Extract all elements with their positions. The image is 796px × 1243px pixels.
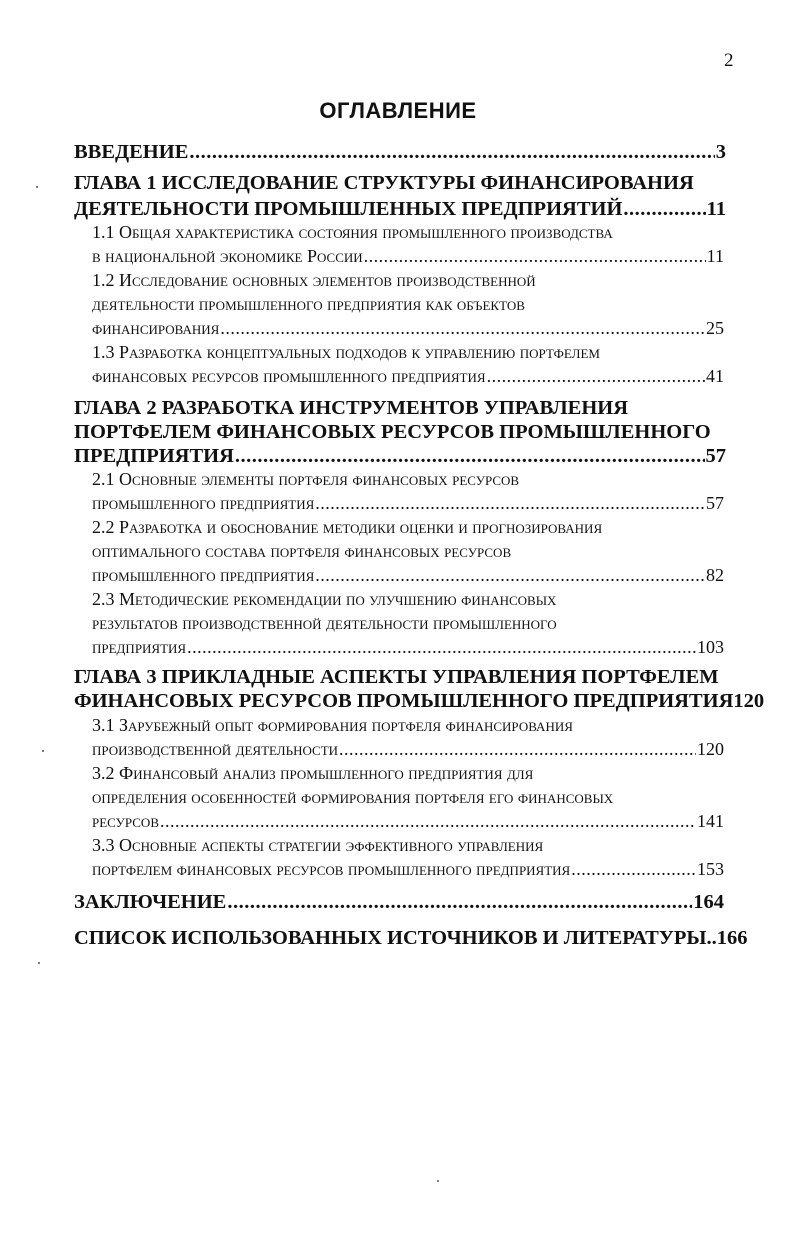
toc-entry-title: ПРЕДПРИЯТИЯ <box>74 445 234 467</box>
toc-conclusion[interactable] <box>74 889 724 915</box>
toc-chapter-1[interactable] <box>74 196 726 222</box>
toc-leader-dots <box>160 809 696 833</box>
toc-section-2-1[interactable] <box>92 491 724 515</box>
toc-entry-title: в национальной экономике России <box>92 246 363 266</box>
toc-leader-dots <box>189 139 714 165</box>
toc-section-3-3[interactable] <box>92 857 724 881</box>
toc-chapter-2-line[interactable]: ГЛАВА 2 РАЗРАБОТКА ИНСТРУМЕНТОВ УПРАВЛЕНИЯ <box>74 397 629 419</box>
toc-leader-dots <box>315 563 705 587</box>
toc-page-number: 120 <box>733 690 765 712</box>
toc-page-number: 153 <box>697 859 724 879</box>
toc-page-number: 11 <box>706 198 726 220</box>
toc-leader-dots <box>623 196 705 222</box>
toc-entry-title: промышленного предприятия <box>92 565 315 585</box>
toc-leader-dots <box>364 244 706 268</box>
toc-page-number: 57 <box>705 445 726 467</box>
toc-section-3-1-line[interactable]: 3.1 Зарубежный опыт формирования портфеля финансирования <box>92 715 573 735</box>
toc-leader-dots: .. <box>706 927 717 949</box>
toc-page-number: 57 <box>706 493 724 513</box>
toc-entry-title: предприятия <box>92 637 187 657</box>
toc-section-2-2-line[interactable]: 2.2 Разработка и обоснование методики оценки и прогнозирования <box>92 517 603 537</box>
toc-leader-dots <box>227 889 692 915</box>
scan-speck <box>38 962 40 964</box>
toc-leader-dots <box>339 737 696 761</box>
toc-leader-dots <box>235 443 705 469</box>
toc-references[interactable] <box>74 925 748 951</box>
toc-chapter-3-line[interactable]: ГЛАВА 3 ПРИКЛАДНЫЕ АСПЕКТЫ УПРАВЛЕНИЯ ПОРТФЕЛЕМ <box>74 666 719 688</box>
toc-leader-dots <box>187 635 696 659</box>
toc-section-2-2[interactable] <box>92 563 724 587</box>
scan-speck <box>42 750 44 752</box>
toc-page-number: 11 <box>706 246 724 266</box>
toc-entry-title: ЗАКЛЮЧЕНИЕ <box>74 891 227 913</box>
toc-section-3-2[interactable] <box>92 809 724 833</box>
toc-section-3-1[interactable] <box>92 737 724 761</box>
toc-page-number: 166 <box>716 927 748 949</box>
toc-section-2-3-line[interactable]: 2.3 Методические рекомендации по улучшению финансовых <box>92 589 557 609</box>
toc-leader-dots <box>220 316 705 340</box>
toc-entry-title: ДЕЯТЕЛЬНОСТИ ПРОМЫШЛЕННЫХ ПРЕДПРИЯТИЙ <box>74 198 623 220</box>
toc-section-3-2-line[interactable]: определения особенностей формирования портфеля его финансовых <box>92 787 614 807</box>
toc-chapter-2-line[interactable]: ПОРТФЕЛЕМ ФИНАНСОВЫХ РЕСУРСОВ ПРОМЫШЛЕННОГО <box>74 421 711 443</box>
page-title: ОГЛАВЛЕНИЕ <box>319 98 477 123</box>
toc-entry-title: финансовых ресурсов промышленного предприятия <box>92 366 486 386</box>
toc-section-1-2-line[interactable]: деятельности промышленного предприятия как объектов <box>92 294 525 314</box>
toc-entry-title: ФИНАНСОВЫХ РЕСУРСОВ ПРОМЫШЛЕННОГО ПРЕДПРИЯТИЯ <box>74 690 734 712</box>
toc-section-1-1-line[interactable]: 1.1 Общая характеристика состояния промышленного производства <box>92 222 613 242</box>
toc-entry-title: ВВЕДЕНИЕ <box>74 141 189 163</box>
toc-section-2-2-line[interactable]: оптимального состава портфеля финансовых ресурсов <box>92 541 512 561</box>
toc-entry-title: промышленного предприятия <box>92 493 315 513</box>
toc-entry-introduction[interactable] <box>74 139 726 165</box>
toc-leader-dots <box>315 491 705 515</box>
toc-entry-title: СПИСОК ИСПОЛЬЗОВАННЫХ ИСТОЧНИКОВ И ЛИТЕРАТУРЫ <box>74 927 707 949</box>
toc-section-1-3-line[interactable]: 1.3 Разработка концептуальных подходов к управлению портфелем <box>92 342 600 362</box>
toc-entry-title: финансирования <box>92 318 220 338</box>
toc-entry-title: портфелем финансовых ресурсов промышленного предприятия <box>92 859 571 879</box>
toc-section-2-3-line[interactable]: результатов производственной деятельности промышленного <box>92 613 557 633</box>
toc-chapter-1-line[interactable]: ГЛАВА 1 ИССЛЕДОВАНИЕ СТРУКТУРЫ ФИНАНСИРОВАНИЯ <box>74 172 694 194</box>
scan-speck <box>36 186 38 188</box>
toc-leader-dots <box>571 857 696 881</box>
toc-section-2-1-line[interactable]: 2.1 Основные элементы портфеля финансовых ресурсов <box>92 469 520 489</box>
scan-speck <box>437 1180 439 1182</box>
toc-page-number: 120 <box>697 739 724 759</box>
toc-section-1-3[interactable] <box>92 364 724 388</box>
toc-section-2-3[interactable] <box>92 635 724 659</box>
toc-section-3-2-line[interactable]: 3.2 Финансовый анализ промышленного предприятия для <box>92 763 534 783</box>
toc-entry-title: ресурсов <box>92 811 159 831</box>
toc-page-number: 41 <box>706 366 724 386</box>
toc-page-number: 82 <box>706 565 724 585</box>
toc-chapter-3[interactable] <box>74 688 765 714</box>
toc-page-number: 164 <box>693 891 724 913</box>
toc-section-1-2-line[interactable]: 1.2 Исследование основных элементов производственной <box>92 270 536 290</box>
toc-chapter-2[interactable] <box>74 443 726 469</box>
toc-entry-title: производственной деятельности <box>92 739 339 759</box>
toc-section-3-3-line[interactable]: 3.3 Основные аспекты стратегии эффективного управления <box>92 835 544 855</box>
page-number: 2 <box>724 50 734 71</box>
toc-section-1-2[interactable] <box>92 316 724 340</box>
toc-section-1-1[interactable] <box>92 244 724 268</box>
toc-page-number: 141 <box>697 811 724 831</box>
toc-page-number: 3 <box>715 141 726 163</box>
toc-leader-dots <box>487 364 705 388</box>
toc-page-number: 103 <box>697 637 724 657</box>
toc-page-number: 25 <box>706 318 724 338</box>
